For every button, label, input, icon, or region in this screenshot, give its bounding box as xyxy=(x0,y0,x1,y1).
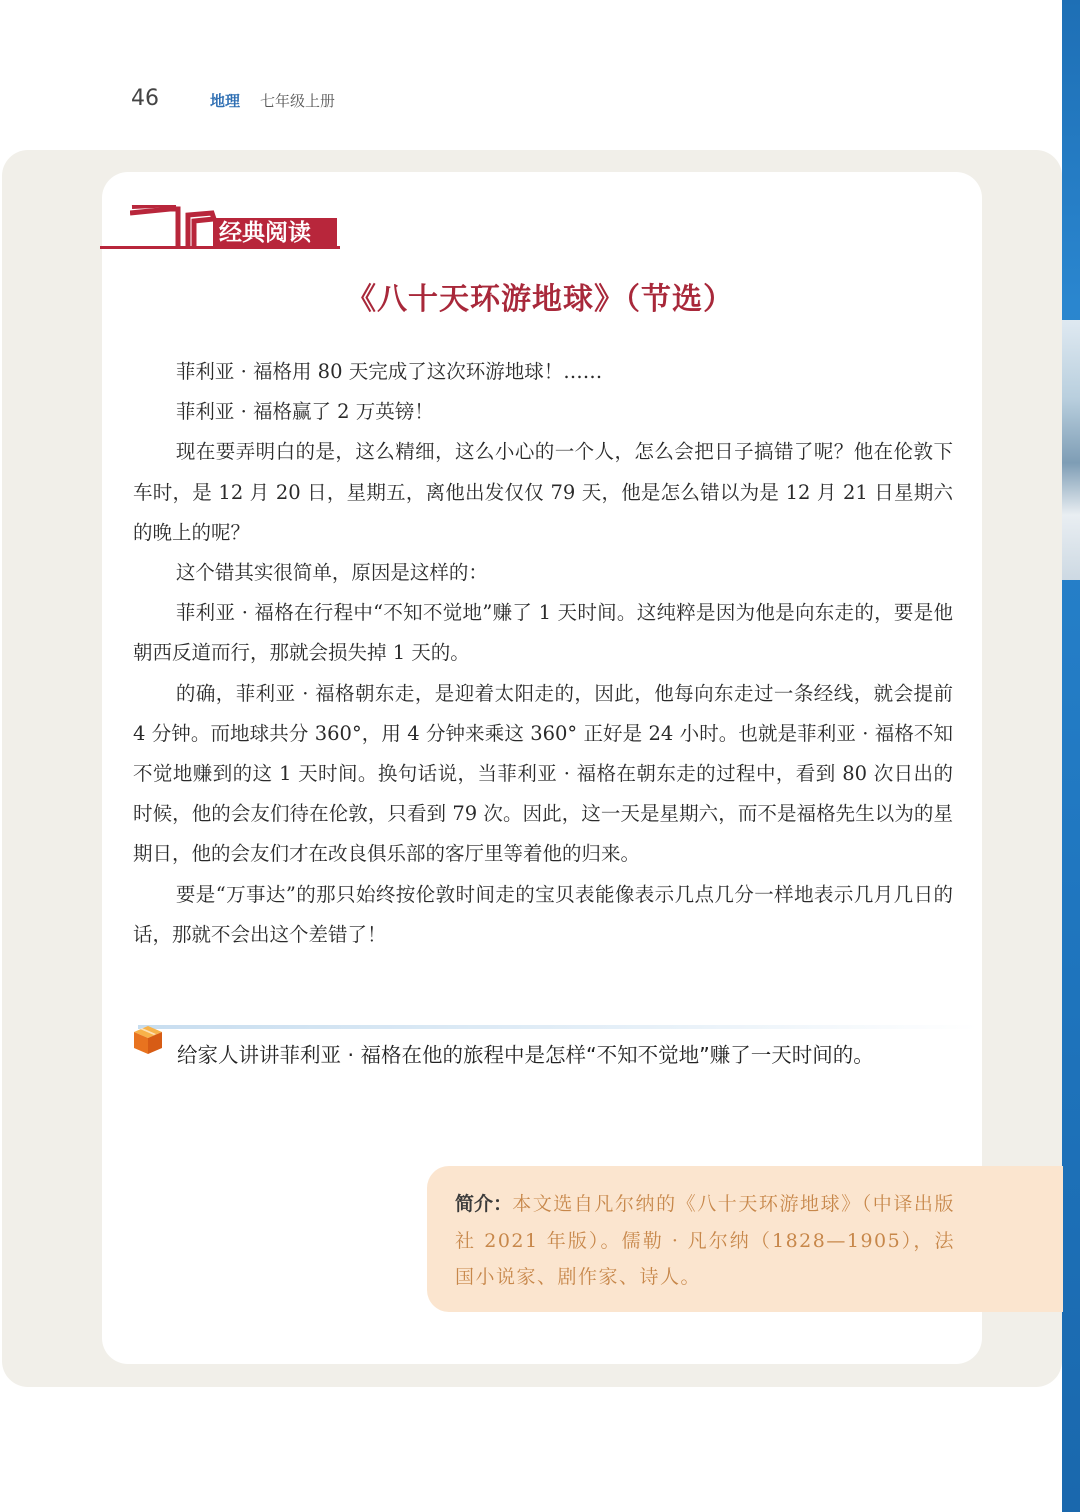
paragraph: 现在要弄明白的是，这么精细，这么小心的一个人，怎么会把日子搞错了呢？他在伦敦下车时，是 12 月 20 日，星期五，离他出发仅仅 79 天，他是怎么错以为是 12 月 21 日星期六的晚上的呢？ xyxy=(133,440,953,544)
paragraph: 要是“万事达”的那只始终按伦敦时间走的宝贝表能像表示几点几分一样地表示几月几日的话，那就不会出这个差错了！ xyxy=(133,882,953,946)
paragraph: 菲利亚 · 福格在行程中“不知不觉地”赚了 1 天时间。这纯粹是因为他是向东走的，要是他朝西反道而行，那就会损失掉 1 天的。 xyxy=(133,601,953,665)
activity-divider xyxy=(138,1025,978,1029)
paragraph: 菲利亚 · 福格赢了 2 万英镑！ xyxy=(175,400,434,424)
book-grade: 七年级上册 xyxy=(260,92,336,110)
page-edge-strip xyxy=(1062,0,1080,1512)
intro-content: 本文选自凡尔纳的《八十天环游地球》（中译出版社 2021 年版）。儒勒 · 凡尔纳（1828—1905），法国小说家、剧作家、诗人。 xyxy=(455,1193,955,1288)
section-tag-label: 经典阅读 xyxy=(213,218,337,248)
article-title: 《八十天环游地球》（节选） xyxy=(346,282,734,317)
intro-text-block xyxy=(455,1186,955,1296)
section-tag-bracket-icon xyxy=(130,205,220,249)
book-subject: 地理 xyxy=(210,92,241,110)
paragraph: 这个错其实很简单，原因是这样的： xyxy=(175,561,488,585)
page-edge-photo xyxy=(1062,320,1080,580)
article-body xyxy=(133,352,953,955)
paragraph: 菲利亚 · 福格用 80 天完成了这次环游地球！…… xyxy=(175,360,603,383)
page-number: 46 xyxy=(131,86,159,111)
paragraph: 的确，菲利亚 · 福格朝东走，是迎着太阳走的，因此，他每向东走过一条经线，就会提前 4 分钟。而地球共分 360°，用 4 分钟来乘这 360° 正好是 24 小时。也就是菲利亚 · 福格不知不觉地赚到的这 1 天时间。换句话说，当菲利亚 · 福格在朝东走的过程中，看到 80 次日出的时候，他的会友们待在伦敦，只看到 79 次。因此，这一天是星期六，而不是福格先生以为的星期日，他的会友们才在改良俱乐部的客厅里等着他的归来。 xyxy=(133,681,953,866)
activity-box-icon xyxy=(130,1022,166,1058)
activity-question: 给家人讲讲菲利亚 · 福格在他的旅程中是怎样“不知不觉地”赚了一天时间的。 xyxy=(177,1043,874,1067)
intro-label: 简介： xyxy=(455,1193,513,1215)
